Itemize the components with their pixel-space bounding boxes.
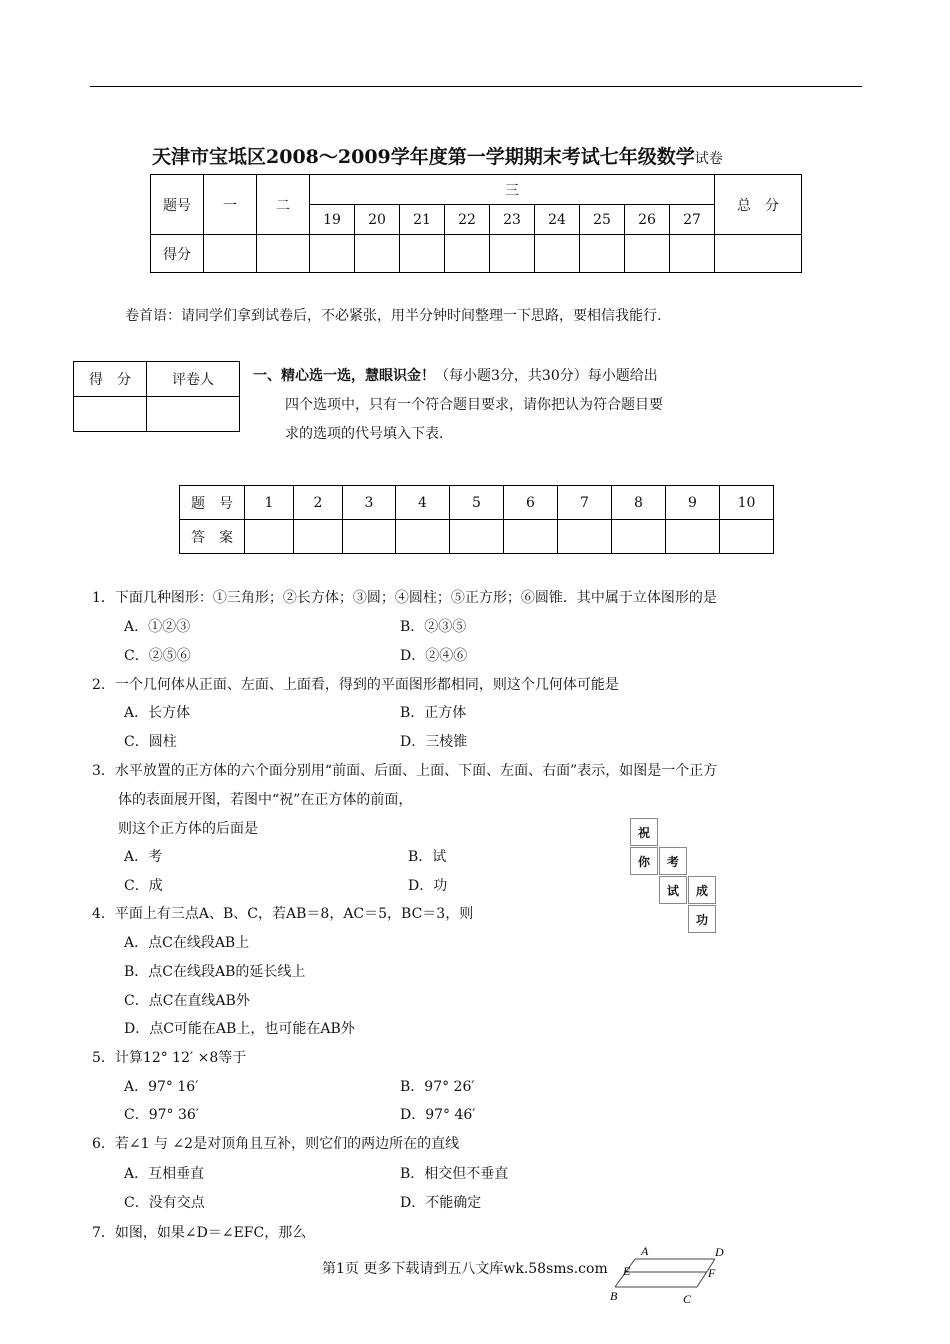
score-header-sec2: 二 [257,175,310,235]
q1-option-b: B．②③⑤ [400,619,467,635]
q2-option-b: B．正方体 [400,705,467,721]
answer-cell[interactable] [666,520,720,554]
answer-num: 5 [450,486,504,520]
answer-num: 3 [343,486,396,520]
score-sub-24: 24 [535,205,580,235]
q2-option-c: C．圆柱 [124,734,177,750]
grader-table [73,361,240,432]
score-sub-19: 19 [310,205,355,235]
answer-table [179,485,774,554]
answer-cell[interactable] [294,520,343,554]
score-header-sec1: 一 [204,175,257,235]
section1-line2: 四个选项中，只有一个符合题目要求，请你把认为符合题目要 [285,397,663,413]
q1-option-c: C．②⑤⑥ [124,648,191,664]
score-cell[interactable] [445,235,490,273]
answer-num: 7 [558,486,612,520]
answer-num: 8 [612,486,666,520]
page-footer: 第1页 更多下载请到五八文库wk.58sms.com [322,1261,608,1277]
score-sub-25: 25 [580,205,625,235]
label-c: C [683,1292,692,1306]
q5-option-d: D．97° 46′ [400,1107,476,1123]
score-cell[interactable] [535,235,580,273]
cube-face: 考 [659,847,687,875]
answer-cell[interactable] [396,520,450,554]
score-cell[interactable] [670,235,715,273]
score-cell[interactable] [310,235,355,273]
score-cell[interactable] [257,235,310,273]
score-sub-23: 23 [490,205,535,235]
q6-option-d: D．不能确定 [400,1195,482,1211]
q2-stem: 2．一个几何体从正面、左面、上面看，得到的平面图形都相同，则这个几何体可能是 [92,677,619,693]
score-table [150,174,802,273]
grader-score-label: 得 分 [74,362,147,397]
q3-stem-line1: 3．水平放置的正方体的六个面分别用“前面、后面、上面、下面、左面、右面”表示，如图是一个正方 [92,763,718,779]
q3-stem-line2: 体的表面展开图，若图中“祝”在正方体的前面， [118,792,413,808]
cube-face: 成 [688,876,716,904]
q1-option-a: A．①②③ [124,619,191,635]
parallel-lines-figure [605,1242,735,1306]
score-sub-26: 26 [625,205,670,235]
title-suffix: 试卷 [694,151,723,167]
grader-reviewer-label: 评卷人 [147,362,240,397]
q3-option-d: D．功 [408,878,448,894]
score-cell[interactable] [355,235,400,273]
top-rule [90,86,862,87]
q5-option-b: B．97° 26′ [400,1079,475,1095]
q6-stem: 6．若∠1 与 ∠2是对顶角且互补，则它们的两边所在的直线 [92,1136,460,1152]
answer-cell[interactable] [612,520,666,554]
answer-a-label: 答 案 [180,520,245,554]
score-cell[interactable] [204,235,257,273]
cube-face: 试 [659,876,687,904]
answer-cell[interactable] [343,520,396,554]
q4-option-d: D．点C可能在AB上，也可能在AB外 [124,1021,355,1037]
grader-reviewer-cell[interactable] [147,397,240,432]
title-main: 天津市宝坻区2008～2009学年度第一学期期末考试七年级数学 [152,146,695,168]
answer-num: 6 [504,486,558,520]
score-sub-27: 27 [670,205,715,235]
score-header-label: 题号 [151,175,204,235]
label-e: E [623,1264,631,1278]
section1-heading: 一、精心选一选，慧眼识金！ [253,368,435,384]
q3-option-c: C．成 [124,878,163,894]
q1-stem: 1．下面几种图形：①三角形；②长方体；③圆；④圆柱；⑤正方形；⑥圆锥．其中属于立体图形的是 [92,590,717,606]
label-d: D [715,1245,724,1259]
q6-option-c: C．没有交点 [124,1195,205,1211]
cube-face: 功 [688,905,716,933]
answer-num: 2 [294,486,343,520]
q5-stem: 5．计算12° 12′ ×8等于 [92,1050,247,1066]
score-header-sec3: 三 [310,175,715,205]
score-cell[interactable] [715,235,802,273]
q2-option-d: D．三棱锥 [400,734,468,750]
q3-option-b: B．试 [408,849,447,865]
label-a: A [641,1244,649,1258]
q3-option-a: A．考 [124,849,163,865]
q1-option-d: D．②④⑥ [400,648,468,664]
answer-num: 9 [666,486,720,520]
label-b: B [610,1289,618,1303]
q5-option-a: A．97° 16′ [124,1079,199,1095]
answer-num: 10 [720,486,774,520]
answer-q-label: 题 号 [180,486,245,520]
cube-face: 祝 [630,818,658,846]
q6-option-a: A．互相垂直 [124,1166,205,1182]
answer-num: 1 [245,486,294,520]
q4-stem: 4．平面上有三点A、B、C，若AB＝8，AC＝5，BC＝3，则 [92,906,474,922]
q7-stem: 7．如图，如果∠D＝∠EFC，那么 [92,1225,307,1241]
answer-cell[interactable] [245,520,294,554]
grader-score-cell[interactable] [74,397,147,432]
score-cell[interactable] [400,235,445,273]
q4-option-c: C．点C在直线AB外 [124,993,250,1009]
score-header-total: 总 分 [715,175,802,235]
cube-face: 你 [630,847,658,875]
answer-cell[interactable] [450,520,504,554]
score-cell[interactable] [490,235,535,273]
score-sub-22: 22 [445,205,490,235]
q3-stem-line3: 则这个正方体的后面是 [118,821,258,837]
intro-text: 卷首语：请同学们拿到试卷后，不必紧张，用半分钟时间整理一下思路，要相信我能行. [125,308,662,324]
page-title [152,142,852,169]
q5-option-c: C．97° 36′ [124,1107,199,1123]
q2-option-a: A．长方体 [124,705,191,721]
answer-cell[interactable] [720,520,774,554]
score-sub-20: 20 [355,205,400,235]
score-sub-21: 21 [400,205,445,235]
section1-instructions [253,362,773,449]
q4-option-b: B．点C在线段AB的延长线上 [124,964,306,980]
cube-net-figure [630,818,720,934]
label-f: F [708,1266,716,1280]
score-cell[interactable] [625,235,670,273]
score-cell[interactable] [580,235,625,273]
q6-option-b: B．相交但不垂直 [400,1166,509,1182]
score-row-label: 得分 [151,235,204,273]
answer-cell[interactable] [558,520,612,554]
answer-cell[interactable] [504,520,558,554]
section1-rest: （每小题3分，共30分）每小题给出 [435,368,658,384]
q4-option-a: A．点C在线段AB上 [124,935,250,951]
section1-line3: 求的选项的代号填入下表. [285,426,444,442]
answer-num: 4 [396,486,450,520]
